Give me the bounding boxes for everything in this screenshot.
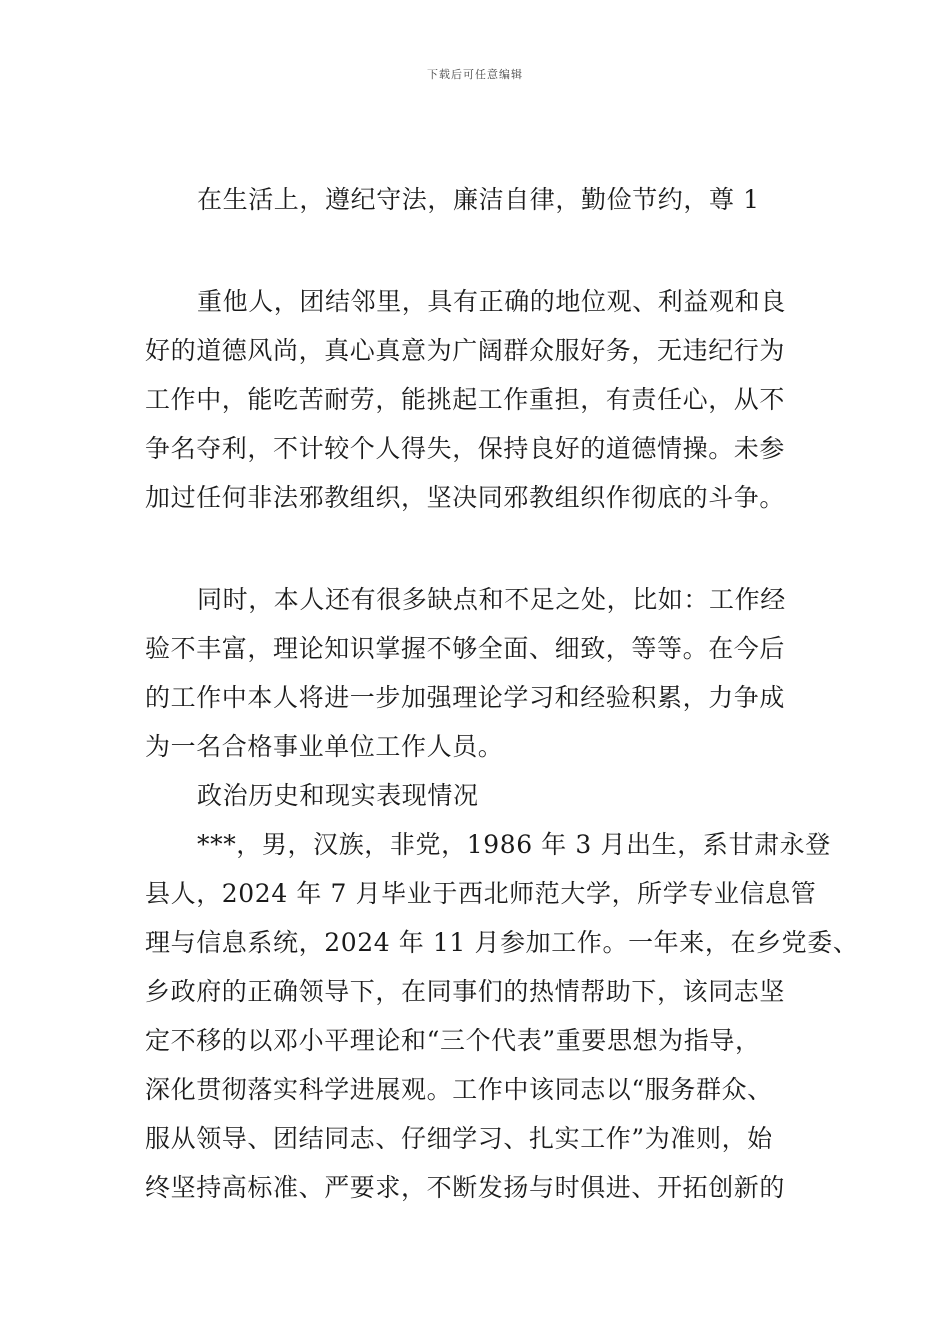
text-line: 验不丰富，理论知识掌握不够全面、细致，等等。在今后 xyxy=(145,634,786,663)
text-line: 为一名合格事业单位工作人员。 xyxy=(145,732,504,761)
text-line: ***，男，汉族，非党，1986 年 3 月出生，系甘肃永登 xyxy=(197,830,831,859)
text-line: 定不移的以邓小平理论和“三个代表”重要思想为指导， xyxy=(145,1026,761,1055)
text-line: 加过任何非法邪教组织，坚决同邪教组织作彻底的斗争。 xyxy=(145,483,786,512)
section-heading: 政治历史和现实表现情况 xyxy=(197,781,479,810)
text-line: 终坚持高标准、严要求，不断发扬与时俱进、开拓创新的 xyxy=(145,1173,786,1202)
text-line: 的工作中本人将进一步加强理论学习和经验积累，力争成 xyxy=(145,683,786,712)
text-line: 工作中，能吃苦耐劳，能挑起工作重担，有责任心，从不 xyxy=(145,385,786,414)
text-line: 服从领导、团结同志、仔细学习、扎实工作”为准则，始 xyxy=(145,1124,773,1153)
text-line: 乡政府的正确领导下，在同事们的热情帮助下，该同志坚 xyxy=(145,977,786,1006)
text-line: 在生活上，遵纪守法，廉洁自律，勤俭节约，尊 1 xyxy=(197,185,760,214)
text-line: 深化贯彻落实科学进展观。工作中该同志以“服务群众、 xyxy=(145,1075,773,1104)
text-line: 同时，本人还有很多缺点和不足之处，比如：工作经 xyxy=(197,585,786,614)
text-line: 好的道德风尚，真心真意为广阔群众服好务，无违纪行为 xyxy=(145,336,786,365)
text-line: 县人，2024 年 7 月毕业于西北师范大学，所学专业信息管 xyxy=(145,879,817,908)
page-header-note: 下载后可任意编辑 xyxy=(427,68,523,81)
text-line: 理与信息系统，2024 年 11 月参加工作。一年来，在乡党委、 xyxy=(145,928,859,957)
text-line: 争名夺利，不计较个人得失，保持良好的道德情操。未参 xyxy=(145,434,786,463)
text-line: 重他人，团结邻里，具有正确的地位观、利益观和良 xyxy=(197,287,786,316)
